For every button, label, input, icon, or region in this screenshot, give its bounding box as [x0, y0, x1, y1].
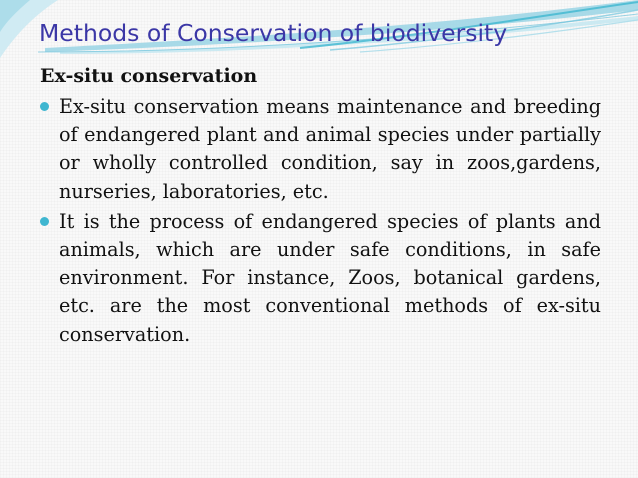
bullet-icon	[40, 217, 49, 226]
bullet-text: Ex-situ conservation means maintenance and breeding of endangered plant and animal species under partially or wholly controlled condition, say in zoos,gardens, nurseries, laboratories, etc.	[59, 95, 601, 203]
slide-title: Methods of Conservation of biodiversity	[39, 19, 508, 47]
bullet-icon	[40, 102, 49, 111]
bullet-text: It is the process of endangered species of plants and animals, which are under safe conditions, in safe environment. For instance, Zoos, botanical gardens, etc. are the most conventional methods of ex-situ conservation.	[59, 209, 601, 346]
bullet-list	[40, 93, 601, 349]
bullet-item	[40, 93, 601, 206]
bullet-item	[40, 208, 601, 349]
slide-body	[40, 62, 601, 351]
section-subheading: Ex-situ conservation	[40, 65, 258, 87]
